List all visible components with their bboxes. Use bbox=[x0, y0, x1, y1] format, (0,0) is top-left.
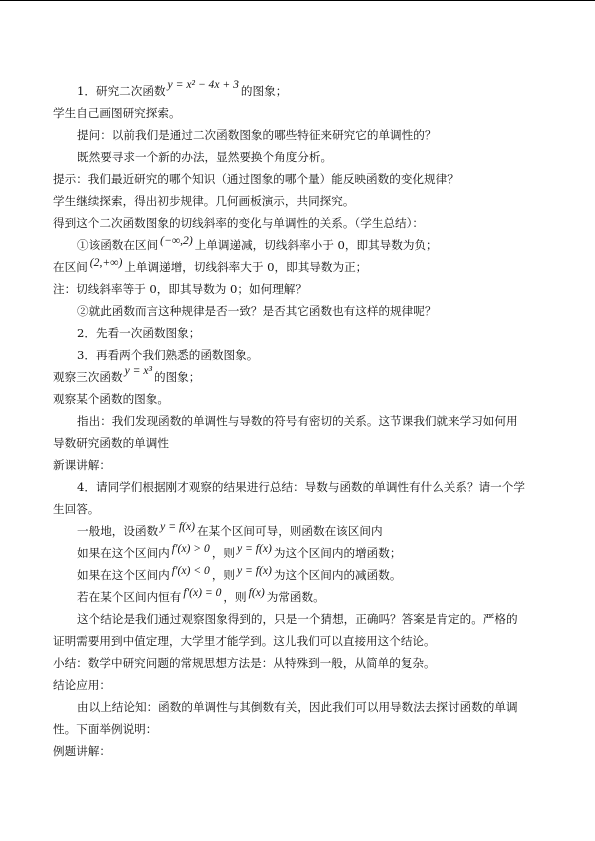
line-9-text-post: 上单调递增，切线斜率大于 0，即其导数为正； bbox=[124, 260, 368, 274]
line-9-interval: (2,+∞) bbox=[89, 256, 123, 269]
line-2: 学生自己画图研究探索。 bbox=[53, 106, 181, 120]
line-21-text-pre: 一般地，设函数 bbox=[77, 524, 159, 538]
line-8-interval: (−∞,2) bbox=[160, 234, 193, 247]
line-24-text-mid: ，则 bbox=[223, 590, 247, 604]
line-9 bbox=[53, 256, 539, 278]
line-11: ②就此函数而言这种规律是否一致？是否其它函数也有这样的规律呢？ bbox=[77, 304, 437, 318]
line-21-text-post: 在某个区间可导，则函数在该区间内 bbox=[197, 524, 383, 538]
line-10: 注：切线斜率等于 0，即其导数为 0；如何理解？ bbox=[53, 282, 307, 296]
line-22-function: y = f(x) bbox=[237, 542, 272, 555]
line-4: 既然要寻求一个新的办法，显然要换个角度分析。 bbox=[77, 150, 333, 164]
line-26: 证明需要用到中值定理，大学里才能学到。这儿我们可以直接用这个结论。 bbox=[53, 634, 436, 648]
line-29: 由以上结论知：函数的单调性与其倒数有关，因此我们可以用导数法去探讨函数的单调 bbox=[77, 700, 518, 714]
line-21-formula: y = f(x) bbox=[160, 520, 196, 533]
line-19: 4．请同学们根据刚才观察的结果进行总结：导数与函数的单调性有什么关系？请一个学 bbox=[77, 480, 525, 494]
line-21 bbox=[53, 520, 539, 542]
line-8-text-pre: ①该函数在区间 bbox=[77, 238, 159, 252]
line-14 bbox=[53, 366, 539, 388]
line-24-condition: f′(x) = 0 bbox=[183, 586, 222, 599]
line-31: 例题讲解： bbox=[53, 744, 111, 758]
line-1-text-post: 的图象； bbox=[240, 84, 288, 98]
line-22-text-post: 为这个区间内的增函数； bbox=[273, 546, 402, 560]
line-23-text-pre: 如果在这个区间内 bbox=[77, 568, 170, 582]
line-14-text-pre: 观察三次函数 bbox=[53, 370, 123, 384]
line-15: 观察某个函数的图象。 bbox=[53, 392, 169, 406]
line-23 bbox=[53, 564, 539, 586]
line-1-formula: y = x² − 4x + 3 bbox=[167, 78, 239, 91]
line-8 bbox=[53, 234, 539, 256]
line-13: 3．再看两个我们熟悉的函数图象。 bbox=[77, 348, 259, 362]
line-23-condition: f′(x) < 0 bbox=[171, 564, 210, 577]
line-23-text-post: 为这个区间内的减函数。 bbox=[273, 568, 402, 582]
line-28: 结论应用： bbox=[53, 678, 111, 692]
line-6: 学生继续探索，得出初步规律。几何画板演示，共同探究。 bbox=[53, 194, 355, 208]
line-23-function: y = f(x) bbox=[237, 564, 272, 577]
line-22-text-mid: ，则 bbox=[211, 546, 236, 560]
line-30: 性。下面举例说明： bbox=[53, 722, 158, 736]
line-8-text-post: 上单调递减，切线斜率小于 0，即其导数为负； bbox=[194, 238, 438, 252]
line-9-text-pre: 在区间 bbox=[53, 260, 88, 274]
line-23-text-mid: ，则 bbox=[211, 568, 236, 582]
line-24-text-post: 为常函数。 bbox=[266, 590, 325, 604]
page-top-rule bbox=[0, 0, 595, 1]
line-12: 2．先看一次函数图象； bbox=[77, 326, 201, 340]
line-24 bbox=[53, 586, 539, 608]
line-16: 指出：我们发现函数的单调性与导数的符号有密切的关系。这节课我们就来学习如何用 bbox=[77, 414, 518, 428]
line-17: 导数研究函数的单调性 bbox=[53, 436, 169, 450]
line-22-condition: f′(x) > 0 bbox=[171, 542, 210, 555]
line-22 bbox=[53, 542, 539, 564]
line-1 bbox=[53, 80, 539, 102]
line-24-text-pre: 若在某个区间内恒有 bbox=[77, 590, 182, 604]
line-14-formula: y = x³ bbox=[124, 364, 152, 377]
line-3: 提问：以前我们是通过二次函数图象的哪些特征来研究它的单调性的？ bbox=[77, 128, 437, 142]
line-1-text-pre: 1．研究二次函数 bbox=[77, 84, 166, 98]
line-22-text-pre: 如果在这个区间内 bbox=[77, 546, 170, 560]
line-14-text-post: 的图象； bbox=[153, 370, 201, 384]
line-25: 这个结论是我们通过观察图象得到的，只是一个猜想，正确吗？答案是肯定的。严格的 bbox=[77, 612, 518, 626]
line-18: 新课讲解： bbox=[53, 458, 111, 472]
line-7: 得到这个二次函数图象的切线斜率的变化与单调性的关系。（学生总结）： bbox=[53, 216, 424, 230]
document-body bbox=[53, 80, 539, 762]
line-5: 提示：我们最近研究的哪个知识（通过图象的哪个量）能反映函数的变化规律？ bbox=[53, 172, 459, 186]
line-24-function: f(x) bbox=[248, 586, 265, 599]
line-20: 生回答。 bbox=[53, 502, 100, 516]
line-27: 小结：数学中研究问题的常规思想方法是：从特殊到一般，从简单的复杂。 bbox=[53, 656, 436, 670]
